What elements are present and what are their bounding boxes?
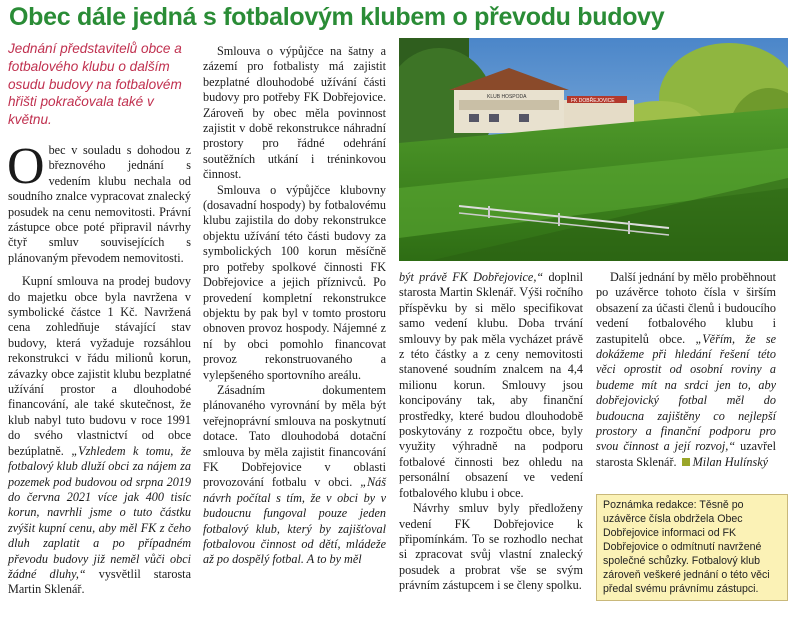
quote-2-end: být právě FK Dobřejovice,“ xyxy=(399,270,544,284)
quote-1-attribution: vysvětlil starosta Martin Sklenář. xyxy=(8,566,191,597)
paragraph-2-text: Kupní smlouva na prodej budovy do majetku obce byla navržena v symbolické částce 1 Kč. Navržená cena zohledňuje stávající stav budovy, která vyžaduje rozsáhlou rekonstrukci v řádu milionů korun, závazky obce zajistit klubu bezplatné užívání prostor a dlouhodobé financování, ale také skutečnost, že klub nabyl tuto budovu v roce 1991 do svého vlastnictví od obce bezúplatně. xyxy=(8,274,191,458)
building-sign-1: KLUB HOSPODA xyxy=(487,94,527,100)
paragraph-1 xyxy=(7,137,191,266)
building-sign-2: FK DOBŘEJOVICE xyxy=(571,98,615,104)
col2-paragraph-2: Smlouva o výpůjčce klubovny (dosavadní hospody) by fotbalovému klubu zajistila do doby rekonstrukce objektu užívání této části budovy za symbolických 100 korun měsíčně pro potřeby spolkové činnosti FK Dobřejovice a jejich příznivců. Po provedení kompletní rekonstrukce objektu by pak byl v tomto prostoru obnoven provoz hospody. Nájemné z ní by obci pomohlo financovat provoz rekonstruovaného a vylepšeného sportovního areálu. xyxy=(203,182,386,382)
article-column-4 xyxy=(596,270,776,470)
col4-paragraph-1-text: Další jednání by mělo proběhnout po uzávěrce tohoto čísla v širším obsazení za účasti členů i budoucího vedení fotbalového klubu i zastupitelů obce. xyxy=(596,270,776,346)
article-column-2 xyxy=(203,44,386,568)
paragraph-2 xyxy=(8,274,191,598)
article-photo xyxy=(399,38,788,261)
perex: Jednání představitelů obce a fotbalového klubu o dalším osudu budovy na fotbalovém hřišti pokračovala také v květnu. xyxy=(8,41,182,128)
quote-3: „Věřím, že se dokážeme při hledání řešení této věci oprostit od osobní roviny a budeme mít na srdci jen to, aby dobřejovický fotbal měl do budoucna zajištěny co nejlepší prostory a finanční podporu pro svou činnost a její rozvoj,“ xyxy=(596,331,776,454)
paragraph-1-text: bec v souladu s dohodou z březnového jednání s vedením klubu nechala od soudního znalce vypracovat znalecký posudek na cenu nemovitosti. Právní zástupce obce poté připravil návrhy čtyř smluv souvisejících s plánovaným převodem nemovitosti. xyxy=(8,142,191,265)
drop-cap: O xyxy=(7,137,45,195)
author: Milan Hulínský xyxy=(692,454,769,469)
football-field-photo xyxy=(399,38,788,261)
col2-paragraph-1: Smlouva o výpůjčce na šatny a zázemí pro fotbalisty má zajistit bezplatné dlouhodobé užívání části budovy pro potřeby FK Dobřejovice. Zároveň by obec měla povinnost zajistit v době rekonstrukce náhradní prostory pro řádné odehrání soutěžních utkání i tréninkovou činnost. xyxy=(203,44,386,182)
col2-paragraph-3-text: Zásadním dokumentem plánovaného vyrovnání by měla být veřejnoprávní smlouva na poskytnutí dotace. Tato dlouhodobá dotační smlouva by měla zajistit financování FK Dobřejovice v oblasti provozování fotbalu v obci. xyxy=(203,382,386,490)
col3-paragraph-2: Návrhy smluv byly předloženy vedení FK Dobřejovice k připomínkám. To se rozhodlo nechat si zpracovat svůj vlastní znalecký posudek a probrat vše se svým právním zástupcem i se členy spolku. xyxy=(399,501,583,593)
quote-3-attribution: uzavřel starosta Sklenář. xyxy=(596,439,776,469)
article-column-1 xyxy=(8,40,191,598)
col3-paragraph-1-text: doplnil starosta Martin Sklenář. Výši ročního příspěvku by si mělo specifikovat samo vedení klubu. Doba trvání smlouvy by pak měla vycházet právě z této částky a z ceny nemovitosti stanovené soudním znalcem na 4,4 milionu korun. Smlouvy jsou koncipovány tak, aby finanční prostředky, které budou dlouhodobě poskytovány z rozpočtu obce, byly využity výhradně na podporu fotbalové činnosti bez ohledu na personální obsazení ve vedení fotbalového klubu i obce. xyxy=(399,270,583,500)
col2-paragraph-3 xyxy=(203,383,386,568)
col3-paragraph-1 xyxy=(399,270,583,501)
headline: Obec dále jedná s fotbalovým klubem o převodu budovy xyxy=(9,3,665,31)
col4-paragraph-1 xyxy=(596,270,776,470)
quote-2: „Náš návrh počítal s tím, že v obci by v budoucnu fungoval pouze jeden fotbalový klub, který by zajišťoval fotbalovou činnost od dětí, mládeže až po dospělý fotbal. A to by měl xyxy=(203,475,386,567)
editorial-note: Poznámka redakce: Těsně po uzávěrce čísla obdržela Obec Dobřejovice informaci od FK Dobřejovice o odmítnutí navržené společné schůzky. Fotbalový klub zároveň veškeré jednání o této věci předal svému právnímu zástupci. xyxy=(596,494,788,601)
article-column-3 xyxy=(399,270,583,594)
end-mark-icon xyxy=(682,458,690,466)
quote-1: „Vzhledem k tomu, že fotbalový klub dluží obci za nájem za pozemek pod budovou od srpna 2019 do června 2021 více jak 400 tisíc korun, navrhli jsme o tuto částku zvýšit kupní cenu, aby měl FK z čeho dluh zaplatit a po případném převodu budovy již neměl vůči obci žádné dluhy,“ xyxy=(8,443,191,581)
